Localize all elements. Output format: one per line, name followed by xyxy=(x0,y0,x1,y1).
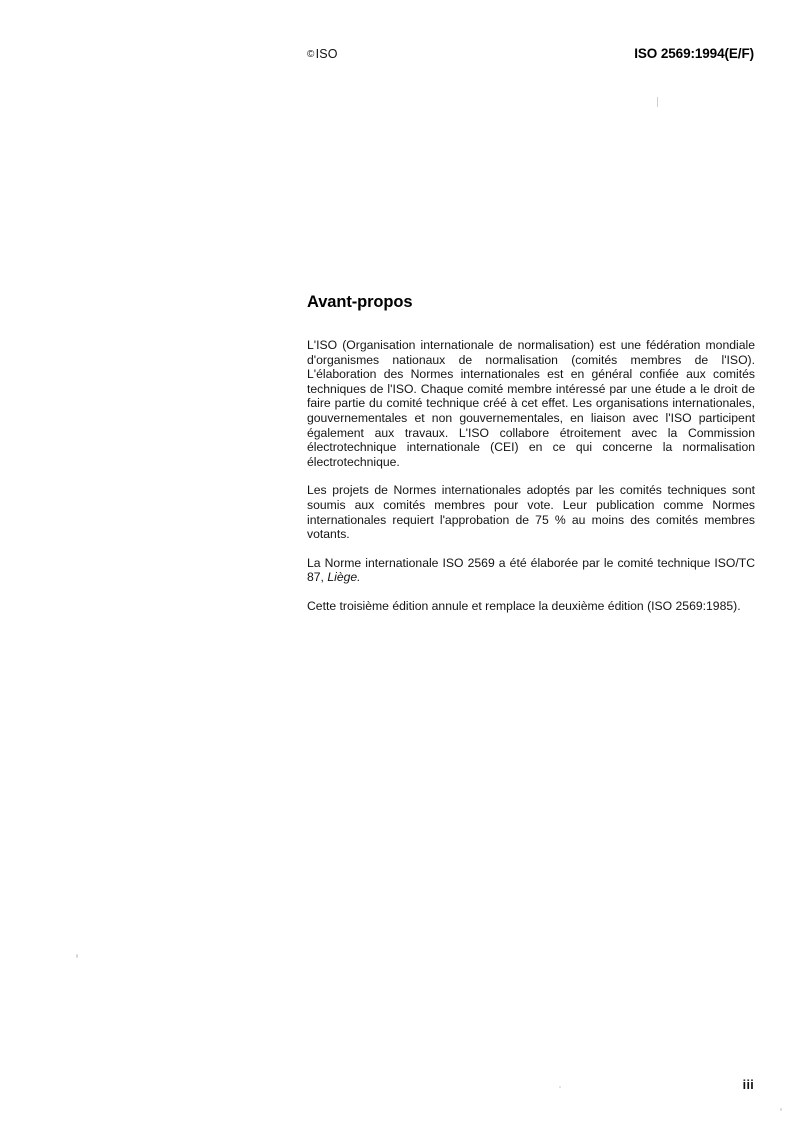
paragraph-voting-procedure: Les projets de Normes internationales adoptés par les comités techniques sont soumis aux comités membres pour vote. Leur publication comme Normes internationales requiert l'approbation de 75 % au moins des comités membres votants. xyxy=(307,483,755,542)
document-reference: ISO 2569:1994(E/F) xyxy=(634,46,754,61)
running-head xyxy=(307,46,754,66)
page-title: Avant-propos xyxy=(307,293,413,311)
committee-origin-text: La Norme internationale ISO 2569 a été élaborée par le comité technique ISO/TC 87, xyxy=(307,555,755,585)
paragraph-edition-notice: Cette troisième édition annule et remplace la deuxième édition (ISO 2569:1985). xyxy=(307,598,741,613)
scan-artifact xyxy=(559,1086,561,1088)
committee-location: Liège. xyxy=(327,570,361,585)
page-number: iii xyxy=(742,1078,754,1092)
paragraph-iso-description: L'ISO (Organisation internationale de normalisation) est une fédération mondiale d'organismes nationaux de normalisation (comités membres de l'ISO). L'élaboration des Normes internationales est en général confiée aux comités techniques de l'ISO. Chaque comité membre intéressé par une étude a le droit de faire partie du comité technique créé à cet effet. Les organisations internationales, gouvernementales et non gouvernementales, en liaison avec l'ISO participent également aux travaux. L'ISO collabore étroitement avec la Commission électrotechnique internationale (CEI) en ce qui concerne la normalisation électrotechnique. xyxy=(307,338,755,469)
scan-artifact xyxy=(657,97,658,107)
scan-artifact xyxy=(780,1108,782,1111)
iso-copyright-label: ISO xyxy=(315,47,338,61)
paragraph-committee-origin xyxy=(307,556,755,585)
copyright-icon: © xyxy=(307,49,315,60)
iso-copyright-mark xyxy=(307,47,338,61)
foreword-content xyxy=(307,293,755,614)
scan-artifact xyxy=(76,954,78,958)
